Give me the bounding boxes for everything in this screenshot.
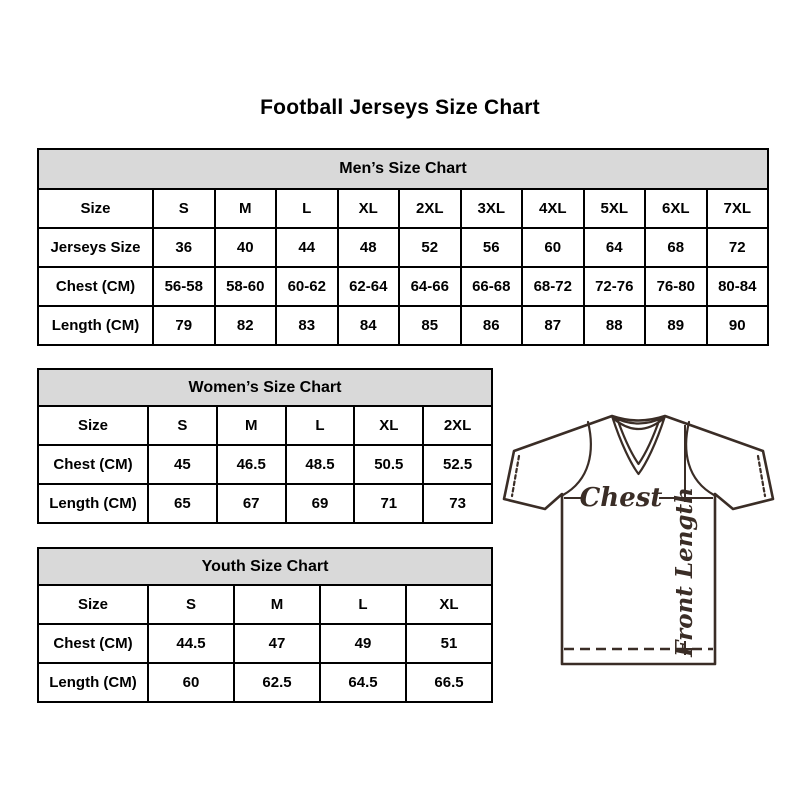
row-label-cell: Size bbox=[38, 585, 148, 624]
value-cell: 52.5 bbox=[423, 445, 492, 484]
value-cell: M bbox=[234, 585, 320, 624]
value-cell: 65 bbox=[148, 484, 217, 523]
row-label-cell: Length (CM) bbox=[38, 306, 153, 345]
value-cell: 40 bbox=[215, 228, 277, 267]
value-cell: 6XL bbox=[645, 189, 707, 228]
value-cell: 50.5 bbox=[354, 445, 423, 484]
chest-label: Chest bbox=[579, 483, 663, 513]
table-row bbox=[38, 228, 768, 267]
value-cell: 73 bbox=[423, 484, 492, 523]
value-cell: 90 bbox=[707, 306, 769, 345]
value-cell: 89 bbox=[645, 306, 707, 345]
value-cell: 83 bbox=[276, 306, 338, 345]
value-cell: 2XL bbox=[423, 406, 492, 445]
womens-size-table bbox=[37, 368, 493, 524]
jersey-outline bbox=[504, 416, 773, 664]
value-cell: 58-60 bbox=[215, 267, 277, 306]
value-cell: 80-84 bbox=[707, 267, 769, 306]
womens-table-title: Women’s Size Chart bbox=[38, 369, 492, 406]
value-cell: L bbox=[276, 189, 338, 228]
value-cell: 44 bbox=[276, 228, 338, 267]
jersey-measurement-diagram bbox=[500, 396, 778, 674]
value-cell: S bbox=[148, 406, 217, 445]
value-cell: 48.5 bbox=[286, 445, 355, 484]
value-cell: XL bbox=[338, 189, 400, 228]
value-cell: XL bbox=[406, 585, 492, 624]
value-cell: 64-66 bbox=[399, 267, 461, 306]
row-label-cell: Length (CM) bbox=[38, 663, 148, 702]
value-cell: 85 bbox=[399, 306, 461, 345]
value-cell: 46.5 bbox=[217, 445, 286, 484]
value-cell: 5XL bbox=[584, 189, 646, 228]
value-cell: XL bbox=[354, 406, 423, 445]
row-label-cell: Chest (CM) bbox=[38, 624, 148, 663]
table-header-row bbox=[38, 548, 492, 585]
value-cell: M bbox=[217, 406, 286, 445]
table-row bbox=[38, 189, 768, 228]
mens-size-table bbox=[37, 148, 769, 346]
table-row bbox=[38, 484, 492, 523]
value-cell: 60 bbox=[148, 663, 234, 702]
value-cell: 4XL bbox=[522, 189, 584, 228]
table-row bbox=[38, 267, 768, 306]
value-cell: 44.5 bbox=[148, 624, 234, 663]
row-label-cell: Length (CM) bbox=[38, 484, 148, 523]
value-cell: 68-72 bbox=[522, 267, 584, 306]
value-cell: 66.5 bbox=[406, 663, 492, 702]
value-cell: 84 bbox=[338, 306, 400, 345]
value-cell: 69 bbox=[286, 484, 355, 523]
value-cell: 7XL bbox=[707, 189, 769, 228]
value-cell: 71 bbox=[354, 484, 423, 523]
value-cell: 76-80 bbox=[645, 267, 707, 306]
value-cell: 62-64 bbox=[338, 267, 400, 306]
value-cell: 79 bbox=[153, 306, 215, 345]
value-cell: 47 bbox=[234, 624, 320, 663]
value-cell: 66-68 bbox=[461, 267, 523, 306]
value-cell: 82 bbox=[215, 306, 277, 345]
table-row bbox=[38, 585, 492, 624]
value-cell: 52 bbox=[399, 228, 461, 267]
table-row bbox=[38, 445, 492, 484]
mens-table-title: Men’s Size Chart bbox=[38, 149, 768, 189]
row-label-cell: Chest (CM) bbox=[38, 445, 148, 484]
table-row bbox=[38, 663, 492, 702]
page-title: Football Jerseys Size Chart bbox=[260, 96, 540, 119]
value-cell: M bbox=[215, 189, 277, 228]
value-cell: 2XL bbox=[399, 189, 461, 228]
value-cell: 67 bbox=[217, 484, 286, 523]
table-row bbox=[38, 624, 492, 663]
value-cell: 60-62 bbox=[276, 267, 338, 306]
value-cell: 87 bbox=[522, 306, 584, 345]
value-cell: 51 bbox=[406, 624, 492, 663]
value-cell: 88 bbox=[584, 306, 646, 345]
value-cell: 56 bbox=[461, 228, 523, 267]
row-label-cell: Chest (CM) bbox=[38, 267, 153, 306]
youth-size-table bbox=[37, 547, 493, 703]
value-cell: L bbox=[320, 585, 406, 624]
value-cell: 36 bbox=[153, 228, 215, 267]
row-label-cell: Size bbox=[38, 189, 153, 228]
value-cell: 56-58 bbox=[153, 267, 215, 306]
table-header-row bbox=[38, 149, 768, 189]
value-cell: 64.5 bbox=[320, 663, 406, 702]
table-row bbox=[38, 406, 492, 445]
value-cell: S bbox=[148, 585, 234, 624]
value-cell: 62.5 bbox=[234, 663, 320, 702]
value-cell: 45 bbox=[148, 445, 217, 484]
value-cell: 68 bbox=[645, 228, 707, 267]
value-cell: S bbox=[153, 189, 215, 228]
table-header-row bbox=[38, 369, 492, 406]
value-cell: 49 bbox=[320, 624, 406, 663]
youth-table-title: Youth Size Chart bbox=[38, 548, 492, 585]
value-cell: L bbox=[286, 406, 355, 445]
row-label-cell: Size bbox=[38, 406, 148, 445]
value-cell: 86 bbox=[461, 306, 523, 345]
value-cell: 60 bbox=[522, 228, 584, 267]
front-length-label: Front Length bbox=[671, 487, 698, 657]
row-label-cell: Jerseys Size bbox=[38, 228, 153, 267]
value-cell: 3XL bbox=[461, 189, 523, 228]
value-cell: 72-76 bbox=[584, 267, 646, 306]
value-cell: 64 bbox=[584, 228, 646, 267]
table-row bbox=[38, 306, 768, 345]
value-cell: 48 bbox=[338, 228, 400, 267]
value-cell: 72 bbox=[707, 228, 769, 267]
